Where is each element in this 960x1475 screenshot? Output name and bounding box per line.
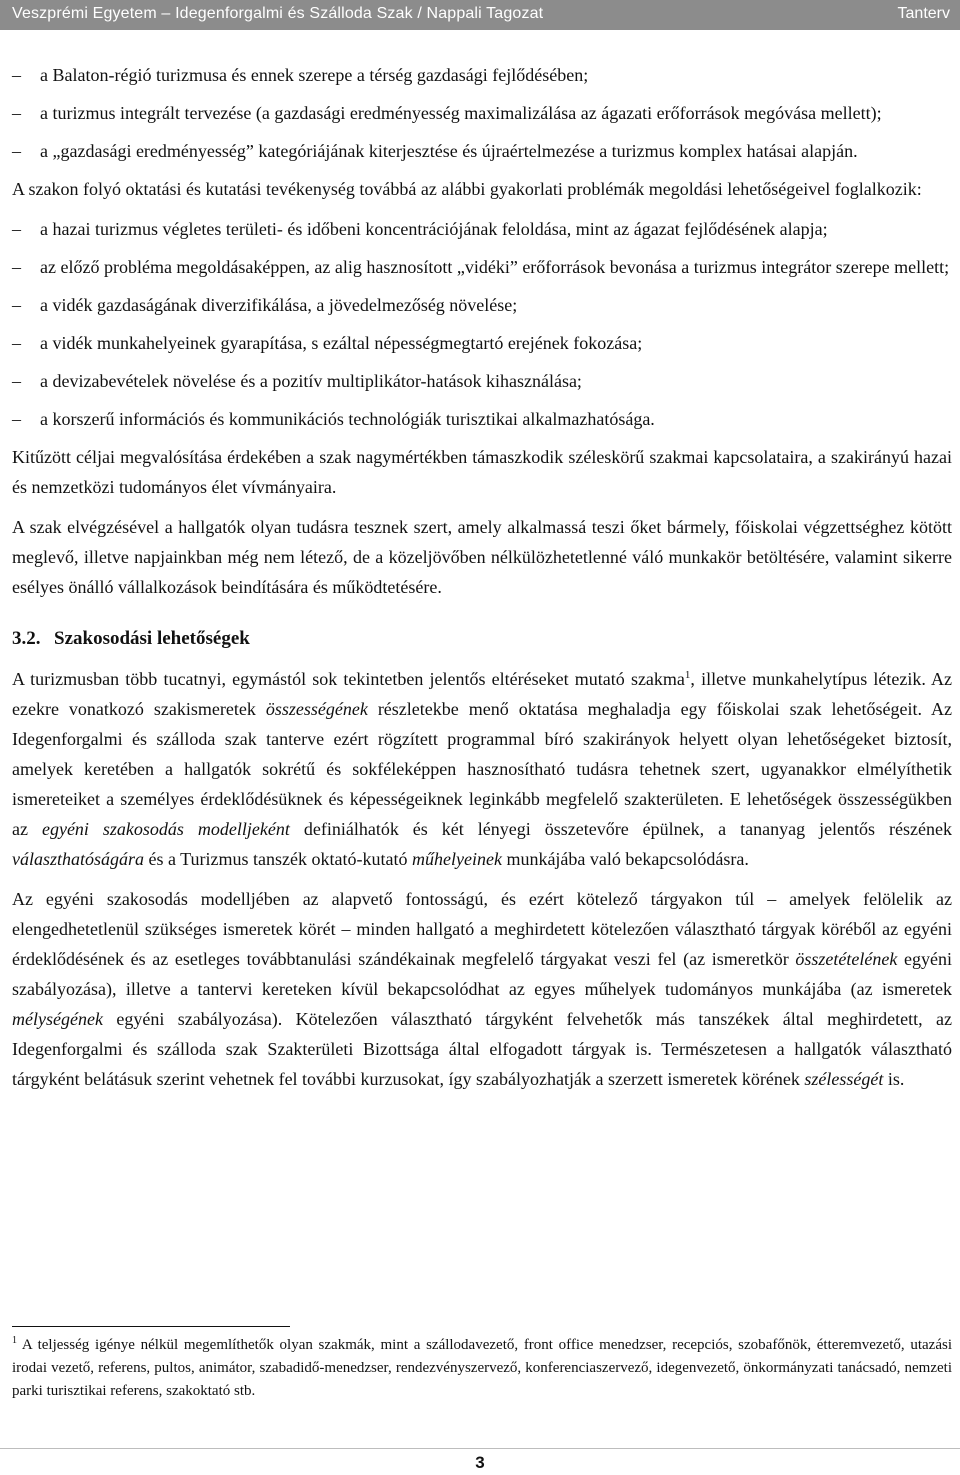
list-item: – a vidék gazdaságának diverzifikálása, a jövedelmezőség növelése; [12, 290, 952, 320]
list-item: – az előző probléma megoldásaképpen, az alig hasznosított „vidéki” erőforrások bevonása a turizmus integrátor szerepe mellett; [12, 252, 952, 282]
list-item: – a devizabevételek növelése és a pozitív multiplikátor-hatások kihasználása; [12, 366, 952, 396]
dash-bullet: – [12, 219, 21, 239]
dash-bullet: – [12, 141, 21, 161]
list-item: – a turizmus integrált tervezése (a gazdasági eredményesség maximalizálása az ágazati erőforrások megóvása mellett); [12, 98, 952, 128]
paragraph-specialization: A turizmusban több tucatnyi, egymástól sok tekintetben jelentős eltéréseket mutató szakma$^1$, illetve munkahelytípus létezik. Az ezekre vonatkozó szakismeretek összességének részletekbe menő oktatása meghaladja egy főiskolai szak lehetőségeit. Az Idegenforgalmi és szálloda szak tanterve ezért rögzített programmal bíró szakirányok helyett olyan lehetőségeket biztosít, amelyek keretében a hallgatók sokrétű és sokféleképpen hasznosítható tudásra tehetnek szert, ugyanakkor elmélyíthetik ismereteiket a személyes érdeklődésüknek és képességeiknek leginkább megfelelő szakterületen. E lehetőségek összességükben az egyéni szakosodás modelljeként definiálhatók és két lényegi összetevőre épülnek, a tananyag jelentős részének választhatóságára és a Turizmus tanszék oktató-kutató műhelyeinek munkájába való bekapcsolódásra. [12, 669, 952, 869]
list-item: – a Balaton-régió turizmusa és ennek szerepe a térség gazdasági fejlődésében; [12, 60, 952, 90]
dash-bullet: – [12, 295, 21, 315]
dash-bullet: – [12, 257, 21, 277]
dash-bullet: – [12, 371, 21, 391]
list-item: – a korszerű információs és kommunikációs technológiák turisztikai alkalmazhatósága. [12, 404, 952, 434]
running-header [0, 0, 960, 30]
paragraph-intro-problems: A szakon folyó oktatási és kutatási tevékenység továbbá az alábbi gyakorlati problémák megoldási lehetőségeivel foglalkozik: [12, 179, 922, 199]
footnote-mark: 1 [12, 1335, 17, 1346]
paragraph-goals: Kitűzött céljai megvalósítása érdekében a szak nagymértékben támaszkodik széleskörű szakmai kapcsolataira, a szakirányú hazai és nemzetközi tudományos élet vívmányaira. [12, 447, 952, 497]
paragraph-individual-model: Az egyéni szakosodás modelljében az alapvető fontosságú, és ezért kötelező tárgyakon túl – amelyek felölelik az elengedhetetlenül szükséges ismeretek körét – minden hallgató a meghirdetett kötelezően választható tárgyak köréből az egyéni érdeklődésének és az esetleges továbbtanulási szándékainak megfelelő tárgyakat veszi fel (az ismeretkör összetételének egyéni szabályozása), illetve a tantervi kereteken kívül bekapcsolódhat az egyes műhelyek tudományos munkájába (az ismeretek mélységének egyéni szabályozása). Kötelezően választható tárgyként felvehetők más tanszékek által meghirdetett, az Idegenforgalmi és szálloda szak Szakterületi Bizottsága által elfogadott tárgyak is. Természetesen a hallgatók választható tárgyként belátásuk szerint vehetnek fel további kurzusokat, így szabályozhatják a szerzett ismeretek körének szélességét is. [12, 889, 952, 1089]
footnote [12, 1334, 952, 1403]
footnote-reference[interactable]: 1 [684, 669, 691, 681]
footnote-text: A teljesség igénye nélkül megemlíthetők olyan szakmák, mint a szállodavezető, front office menedzser, recepciós, szobafőnök, étteremvezető, utazási irodai vezető, referens, pultos, animátor, szabadidő-menedzser, rendezvényszervező, konferenciaszervező, idegenvezető, önkormányzati tanácsadó, nemzeti parki turisztikai referens, szakoktató stb. [12, 1337, 952, 1399]
dash-bullet: – [12, 333, 21, 353]
list-item: – a „gazdasági eredményesség” kategóriájának kiterjesztése és újraértelmezése a turizmus komplex hatásai alapján. [12, 136, 952, 166]
section-heading [12, 624, 952, 654]
list-item: – a hazai turizmus végletes területi- és időbeni koncentrációjának feloldása, mint az ágazat fejlődésének alapja; [12, 214, 952, 244]
dash-bullet: – [12, 65, 21, 85]
header-title: Veszprémi Egyetem – Idegenforgalmi és Szálloda Szak / Nappali Tagozat [12, 5, 544, 22]
footnote-separator [12, 1326, 290, 1327]
section-number: 3.2. [12, 628, 41, 649]
section-title: Szakosodási lehetőségek [54, 628, 250, 649]
goals-list [12, 60, 952, 166]
paragraph-outcomes: A szak elvégzésével a hallgatók olyan tudásra tesznek szert, amely alkalmassá teszi őket bármely, főiskolai végzettséghez kötött meglevő, illetve napjainkban még nem létező, de a közeljövőben nélkülözhetetlenné váló munkakör betöltésére, valamint sikerre esélyes önálló vállalkozások beindítására és működtetésére. [12, 517, 952, 597]
body-text [12, 60, 952, 1104]
list-item: – a vidék munkahelyeinek gyarapítása, s ezáltal népességmegtartó erejének fokozása; [12, 328, 952, 358]
dash-bullet: – [12, 409, 21, 429]
footer-divider [0, 1448, 960, 1449]
dash-bullet: – [12, 103, 21, 123]
header-section: Tanterv [897, 5, 950, 22]
page-number: 3 [475, 1453, 485, 1472]
problems-list [12, 214, 952, 434]
